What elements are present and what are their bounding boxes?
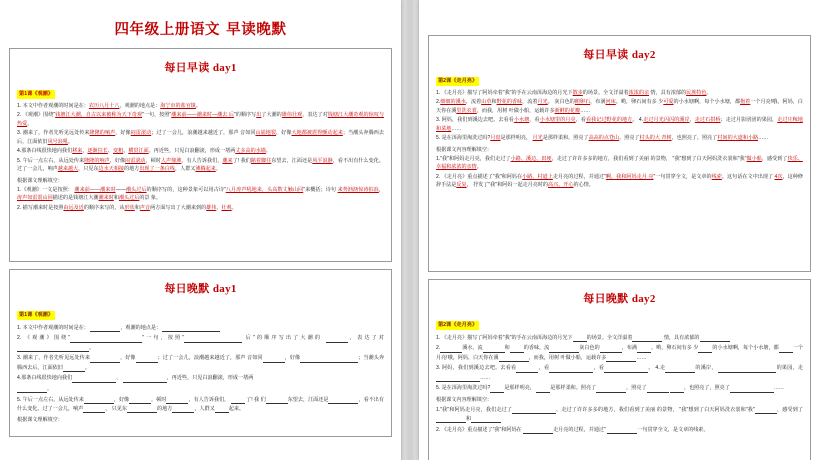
answer-blank xyxy=(698,343,712,352)
answer-blank xyxy=(440,343,462,352)
answer-blank xyxy=(162,323,220,332)
worksheet-line: 3. 阿妈，我们到溪边去吧。去看看小水塘，看小水塘里的月亮，看看我记过野花的地方。 4.走过月光闪闪的溪岸，走过石拱桥；走过月影团团的果园，走过庄稼地和菜地…… xyxy=(435,117,803,132)
answer-blank xyxy=(606,353,636,362)
lesson-tag-1-evening: 第1课《观潮》 xyxy=(19,312,54,318)
answer-blank xyxy=(670,383,684,392)
answer-blank xyxy=(127,404,157,413)
lesson-tag-1: 第1课《观潮》 xyxy=(19,91,54,97)
answer-blank xyxy=(549,343,579,352)
worksheet-line: 2. 溪水，流 和 的香味，流 灰白色的 ，布满 。哟，卵石间有多 少 的小水塘啊，每个小水塘，都 一个月亮!哦，阿妈，白天你在溪 ，而我，用树 叶做小船，运载许多 …… xyxy=(435,345,803,361)
answer-blank xyxy=(471,414,501,423)
answer-blank xyxy=(83,404,105,413)
panel-heading-en: day1 xyxy=(212,62,237,74)
page-title xyxy=(9,18,392,39)
panel-title-morning-day2 xyxy=(436,46,803,62)
lesson-tag-2: 第2课《走月亮》 xyxy=(437,78,478,84)
answer-blank xyxy=(90,323,120,332)
panel-heading-en: day2 xyxy=(631,49,656,61)
panel-morning-day2 xyxy=(428,35,811,272)
worksheet-line: 。 xyxy=(17,384,384,393)
section-subheading: 根据课文理解填空： xyxy=(17,177,63,184)
answer-blank xyxy=(490,383,504,392)
answer-blank xyxy=(718,363,776,372)
worksheet-line: 3. 阿妈，我们到溪边去吧。去看看 ，看 ，看 。 4.走 的溪岸， 的果园，走 …… xyxy=(435,365,803,381)
panel-heading-cn: 每日早读 xyxy=(583,49,629,61)
worksheet-line: 3. 潮来了，作者先听见远处传来隆隆的响声，好像闷雷滚动；过了一会儿，浪潮越来越近了，那声 音如同山崩地裂，好像大地都被震得颤动起来；当潮头奔腾西去后，江面依旧风号浪吼。 xyxy=(17,130,384,145)
worksheet-line: 5. 午后一点左右，从远处传来 ，好像 ，顿时 ，有人告诉我们， 了! 我 们 东望去，江面还是 ，看不出有什么变化。过了一会儿，响声 ， 只见东 的地方 ，人群又 起来。 xyxy=(17,396,384,412)
answer-blank xyxy=(755,405,777,414)
answer-blank xyxy=(17,384,47,393)
answer-blank xyxy=(573,333,587,342)
answer-blank xyxy=(523,425,553,434)
panel-heading-en: day1 xyxy=(212,283,237,295)
panel-evening-day2 xyxy=(428,279,811,460)
answer-blank xyxy=(510,343,524,352)
answer-blank xyxy=(499,353,529,362)
answer-blank xyxy=(184,333,242,342)
answer-blank xyxy=(129,395,151,404)
answer-blank xyxy=(263,353,285,362)
worksheet-line: 2. 描写潮来时是按照由远及近的顺序来写的，从形状和声音两方面写出了大潮来到的雄伟、壮观。 xyxy=(17,204,237,211)
answer-blank xyxy=(63,363,85,372)
panel-title-evening-day1 xyxy=(17,280,384,296)
panel-heading-cn: 每日晚默 xyxy=(583,293,629,305)
worksheet-line: 1.《观潮》一文是按照： 潮来前——潮来时——潮头过后的顺序写的，这种景象可以用古诗"八月涛声吼地来，头高数丈触山回"来概括；诗句 来势汹汹惊涛拍浪，涛声如雷震山回描述的是钱塘江大潮潮来时和潮头过后的景 象。 xyxy=(17,186,384,201)
worksheet-line: 1. 《走月亮》描写了阿妈牵着"我"的手在云南洱海边的月光下 的场景。全文洋溢着 情，具有浓郁的 xyxy=(436,333,803,342)
panel-body-evening-day2 xyxy=(436,333,803,434)
answer-blank xyxy=(328,395,358,404)
answer-blank xyxy=(231,395,245,404)
answer-blank xyxy=(516,363,538,372)
page-sheet-left xyxy=(0,0,401,460)
worksheet-line: 1."我"和阿妈走月亮，我们走过了 ，走过了许许多多的地方，我们看到了美丽 的景物， "我"想到了白天阿妈洗衣裳和"我" ，感受到了 和 xyxy=(435,406,803,422)
answer-blank xyxy=(483,343,505,352)
answer-blank xyxy=(215,404,229,413)
answer-blank xyxy=(70,333,142,342)
panel-morning-day1 xyxy=(9,48,392,262)
section-subheading: 根据课文内容理解填空： xyxy=(435,146,493,153)
lesson-tag-2-evening: 第2课《走月亮》 xyxy=(437,322,478,328)
worksheet-line: 2.细细的溪水，流着山草和野花的香味，流着月光。 灰白色的鹅卵石，布满河床。哟，卵石间有多 少可爱的小水塘啊，每个小水塘，都抱着一个月亮!哦，阿妈，白天你在溪里洗衣裳，而我，用树 叶做小船，运载许多新鲜的花瓣…… xyxy=(435,99,803,114)
worksheet-line: 4.那条白线很快地向我们 ， ，再近些，只见白浪翻滚，形成一堵两 xyxy=(17,375,254,382)
answer-blank xyxy=(166,395,188,404)
worksheet-line: 4.那条白线很快地向我们移来，逐渐拉长、变粗、横贯江面。再近些，只见白浪翻滚，形成一堵两丈多高的水墙。 xyxy=(17,148,271,155)
answer-blank xyxy=(536,383,550,392)
answer-blank xyxy=(17,343,89,352)
answer-blank xyxy=(436,373,480,382)
worksheet-line: 5. 是在洱海里淘洗过吗?月盘是那样明亮， 月光是那样柔和。照亮了高高的点苍山。照亮了村头的大 青树，也照亮了，照亮了村间的大道和小路…… xyxy=(435,135,769,142)
panel-body-morning-day2 xyxy=(436,89,803,190)
answer-blank xyxy=(665,363,695,372)
panel-body-morning-day1 xyxy=(17,102,384,212)
answer-blank xyxy=(512,405,556,414)
answer-blank xyxy=(90,353,120,362)
answer-blank xyxy=(607,425,637,434)
answer-blank xyxy=(637,343,651,352)
worksheet-line: 5. 午后一点左右，从远处传来隆隆的响声，好像闷雷滚动，顿时人声鼎沸，有人告诉我们，潮来了! 我们踮着脚往东望去，江面还是风平浪静，看不出有什么变化。过了一会儿，响声越来越大，只见东边水天相接的地方出现了一条白线，人群又沸腾起来。 xyxy=(17,158,384,173)
answer-blank xyxy=(266,395,288,404)
page-title-main: 四年级上册语文 xyxy=(114,22,221,38)
panel-body-evening-day1 xyxy=(17,323,384,424)
worksheet-line: 1. 《走月亮》描写了阿妈牵着"我"的手在云南洱海边的月光下散步的场景。全文洋溢着浓浓的亲 情，具有浓郁的民族特色。 xyxy=(435,89,712,96)
section-subheading: 根据课文内容理解填空： xyxy=(435,396,493,403)
answer-blank xyxy=(647,383,669,392)
answer-blank xyxy=(779,343,793,352)
answer-blank xyxy=(632,333,662,342)
answer-blank xyxy=(730,383,774,392)
panel-title-morning-day1 xyxy=(17,59,384,75)
answer-blank xyxy=(72,373,116,382)
answer-blank xyxy=(84,395,114,404)
panel-evening-day1 xyxy=(9,269,392,437)
answer-blank xyxy=(700,333,730,342)
answer-blank xyxy=(604,363,648,372)
answer-blank xyxy=(436,414,466,423)
section-subheading: 根据课文理解填空： xyxy=(17,417,63,424)
worksheet-line: 2. 《观潮》围绕" "一句，按照" 后"的顺序写出了大潮的 ，表达了对 。 xyxy=(17,335,385,351)
worksheet-line: 1. 本文中作者观潮的时间是在：农历八月十八，观潮的地点是：海宁市的盐官镇。 xyxy=(17,102,202,109)
worksheet-line: 2. 《走月亮》重点描述了"我"和阿妈在 走月亮的过程，并通过" 一句贯穿全文，是文章的线索。 xyxy=(435,426,709,433)
page-title-sub: 早读晚默 xyxy=(226,22,287,38)
panel-heading-cn: 每日早读 xyxy=(164,62,210,74)
panel-heading-cn: 每日晚默 xyxy=(164,283,210,295)
page-sheet-right xyxy=(419,0,820,460)
worksheet-line: 1."我"和阿妈走月亮，我们走过了小路、溪边、田埂，走过了许许多多的地方，我们看到了美丽 的景物， "我"想到了白天阿妈洗衣裳和"我"做小船，感受到了快乐、幸福和浓浓的亲情。 xyxy=(435,155,803,170)
answer-blank xyxy=(326,333,348,342)
answer-blank xyxy=(172,404,194,413)
answer-blank xyxy=(549,363,593,372)
worksheet-line: 2. 《走月亮》重点描述了"我"和阿妈在小路、村道上走月亮的过程，并通过"啊，我和阿妈走月 亮"一句贯穿全文，是文章的线索。这句话在文中出现了 4次，这种修辞手法是反复， 抒发了"我"和阿妈一起走月亮时的高兴、开心的心情。 xyxy=(435,173,803,188)
worksheet-line: 3. 潮来了，作者先听见远处传来 ，好像 ；过了一会儿，浪潮越来越近了，那声 音如同 ，好像 ；当潮头奔腾西去后，江面依旧 。 xyxy=(17,355,384,371)
answer-blank xyxy=(600,343,622,352)
answer-blank xyxy=(123,373,167,382)
panel-heading-en: day2 xyxy=(631,293,656,305)
worksheet-line: 2. 《观潮》围绕"钱塘江大潮，自古以来被称为天下奇观"一句，按照"潮来前——潮来时—潮去 后"的顺序写出了大潮的雄伟壮观，表达了对钱塘江大潮奇观的惊叹与热爱。 xyxy=(17,112,384,127)
answer-blank xyxy=(136,353,158,362)
worksheet-line: 5. 是在洱海里淘洗过吗? 是那样明亮， 是那样柔和。照亮了 ，照亮了 ，也照亮了，照亮了 …… xyxy=(435,385,785,392)
answer-blank xyxy=(596,383,626,392)
panel-title-evening-day2 xyxy=(436,290,803,306)
answer-blank xyxy=(300,353,358,362)
worksheet-line: 1. 本文中作者观潮的时间是在： ，观潮的地点是： xyxy=(17,323,384,332)
page-gutter xyxy=(407,0,413,460)
